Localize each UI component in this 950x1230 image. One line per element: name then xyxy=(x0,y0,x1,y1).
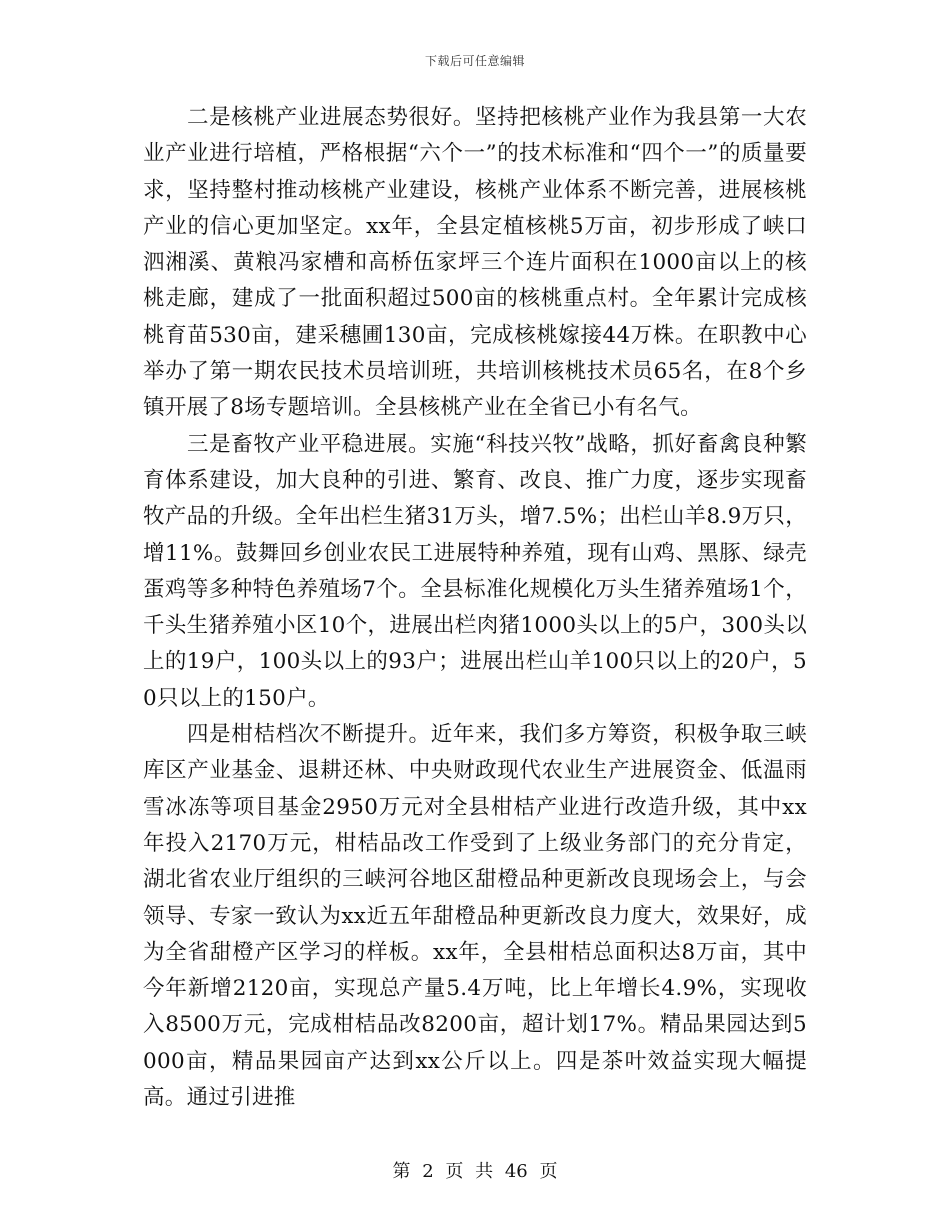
paragraph-citrus-industry: 四是柑桔档次不断提升。近年来，我们多方筹资，积极争取三峡库区产业基金、退耕还林、中央财政现代农业生产进展资金、低温雨雪冰冻等项目基金2950万元对全县柑桔产业进行改造升级，其中xx年投入2170万元，柑桔品改工作受到了上级业务部门的充分肯定，湖北省农业厅组织的三峡河谷地区甜橙品种更新改良现场会上，与会领导、专家一致认为xx近五年甜橙品种更新改良力度大，效果好，成为全省甜橙产区学习的样板。xx年，全县柑桔总面积达8万亩，其中今年新增2120亩，实现总产量5.4万吨，比上年增长4.9%，实现收入8500万元，完成柑桔品改8200亩，超计划17%。精品果园达到5000亩，精品果园亩产达到xx公斤以上。四是茶叶效益实现大幅提高。通过引进推 xyxy=(143,722,807,1111)
document-body xyxy=(143,100,807,1116)
page-header: 下载后可任意编辑 xyxy=(424,54,525,68)
paragraph-walnut-industry: 二是核桃产业进展态势很好。坚持把核桃产业作为我县第一大农业产业进行培植，严格根据“六个一”的技术标准和“四个一”的质量要求，坚持整村推动核桃产业建设，核桃产业体系不断完善，进展核桃产业的信心更加坚定。xx年，全县定植核桃5万亩，初步形成了峡口泗湘溪、黄粮冯家槽和高桥伍家坪三个连片面积在1000亩以上的核桃走廊，建成了一批面积超过500亩的核桃重点村。全年累计完成核桃育苗530亩，建采穗圃130亩，完成核桃嫁接44万株。在职教中心举办了第一期农民技术员培训班，共培训核桃技术员65名，在8个乡镇开展了8场专题培训。全县核桃产业在全省已小有名气。 xyxy=(143,105,807,421)
paragraph-livestock-industry: 三是畜牧产业平稳进展。实施“科技兴牧”战略，抓好畜禽良种繁育体系建设，加大良种的引进、繁育、改良、推广力度，逐步实现畜牧产品的升级。全年出栏生猪31万头，增7.5%；出栏山羊8.9万只，增11%。鼓舞回乡创业农民工进展特种养殖，现有山鸡、黑豚、绿壳蛋鸡等多种特色养殖场7个。全县标准化规模化万头生猪养殖场1个，千头生猪养殖小区10个，进展出栏肉猪1000头以上的5户，300头以上的19户，100头以上的93户；进展出栏山羊100只以上的20户，50只以上的150户。 xyxy=(143,431,807,711)
page-number-footer: 第 2 页 共 46 页 xyxy=(392,1161,558,1182)
